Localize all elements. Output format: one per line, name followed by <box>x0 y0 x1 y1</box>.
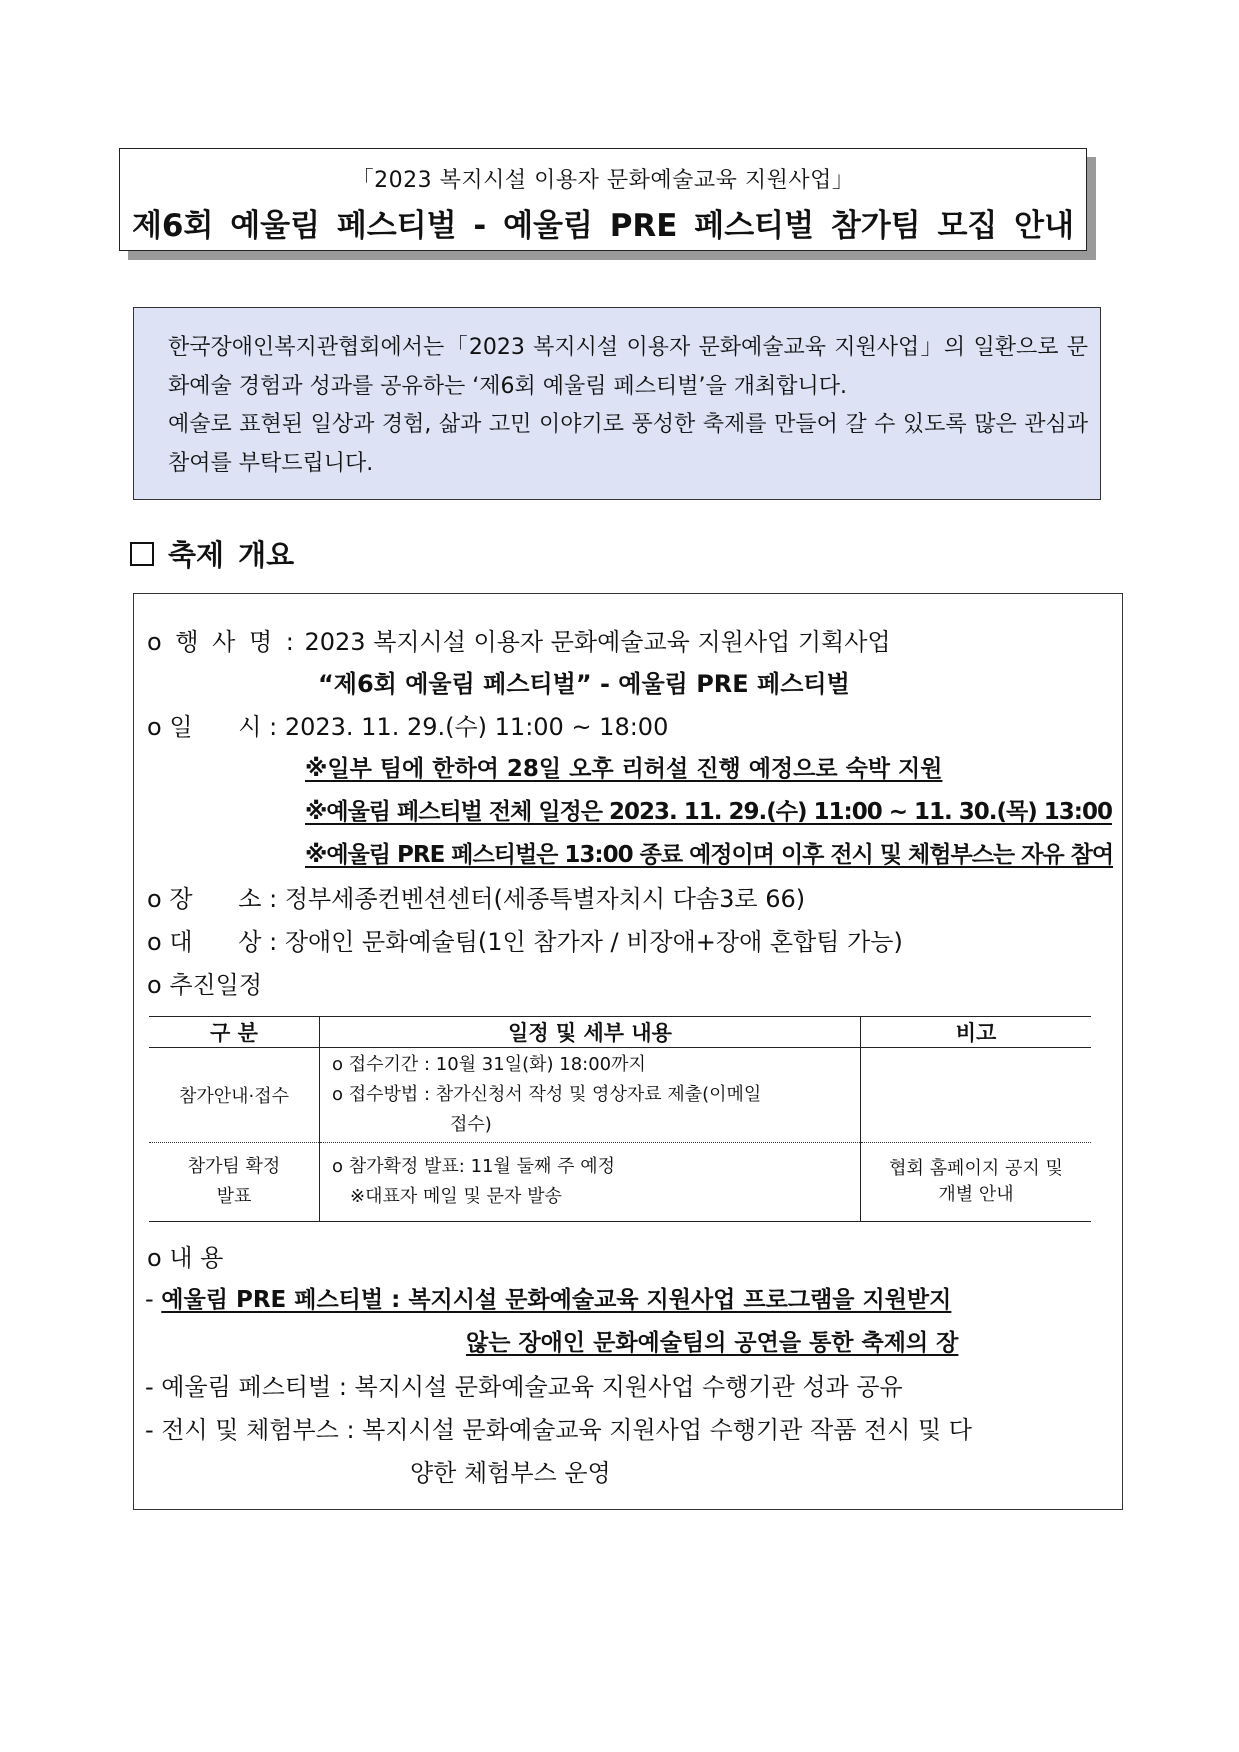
section-heading <box>130 533 294 574</box>
row2-category-line-2: 발표 <box>216 1186 252 1207</box>
content-item-1-text: 예울림 PRE 페스티벌 : 복지시설 문화예술교육 지원사업 프로그램을 지원받지 <box>161 1287 952 1313</box>
note-full-schedule: ※예울림 페스티벌 전체 일정은 2023. 11. 29.(수) 11:00 ~ 11. 30.(목) 13:00 <box>305 799 1112 825</box>
event-name-value: 2023 복지시설 이용자 문화예술교육 지원사업 기획사업 <box>304 628 891 656</box>
venue-value: 정부세종컨벤션센터(세종특별자치시 다솜3로 66) <box>284 885 806 913</box>
table-row <box>149 1143 1091 1222</box>
content-item-3-continued: 양한 체험부스 운영 <box>410 1459 611 1487</box>
checkbox-square-icon <box>130 542 154 566</box>
event-name-label: o 행 사 명 : <box>147 628 297 656</box>
target-row <box>147 922 903 957</box>
row1-line-2: o 접수방법 : 참가신청서 작성 및 영상자료 제출(이메일 <box>332 1084 762 1105</box>
note-rehearsal: ※일부 팀에 한하여 28일 오후 리허설 진행 예정으로 숙박 지원 <box>305 756 943 782</box>
intro-paragraph-2: 예술로 표현된 일상과 경험, 삶과 고민 이야기로 풍성한 축제를 만들어 갈 수 있도록 많은 관심과 참여를 부탁드립니다. <box>168 412 1088 476</box>
content-item-1 <box>145 1281 951 1314</box>
row2-remark <box>861 1143 1092 1222</box>
content-item-3: - 전시 및 체험부스 : 복지시설 문화예술교육 지원사업 수행기관 작품 전시 및 다 <box>145 1416 972 1444</box>
note-pre-festival: ※예울림 PRE 페스티벌은 13:00 종료 예정이며 이후 전시 및 체험부스는 자유 참여 <box>305 842 1114 868</box>
row1-line-1: o 접수기간 : 10월 31일(화) 18:00까지 <box>332 1054 646 1075</box>
row2-remark-line-1: 협회 홈페이지 공지 및 <box>889 1158 1063 1179</box>
title-subtitle: 「2023 복지시설 이용자 문화예술교육 지원사업」 <box>351 168 855 193</box>
header-category: 구 분 <box>149 1017 320 1048</box>
row2-remark-line-2: 개별 안내 <box>938 1184 1014 1205</box>
venue-label: o 장 소 : <box>147 885 278 913</box>
content-label: o 내 용 <box>147 1244 224 1272</box>
schedule-label: o 추진일정 <box>147 971 263 999</box>
row2-category <box>149 1143 320 1222</box>
target-value: 장애인 문화예술팀(1인 참가자 / 비장애+장애 혼합팀 가능) <box>284 928 903 956</box>
content-item-1-prefix: - <box>145 1285 162 1313</box>
header-details: 일정 및 세부 내용 <box>320 1017 861 1048</box>
venue-row <box>147 879 805 914</box>
date-row <box>147 707 668 742</box>
row1-remark <box>861 1048 1092 1143</box>
intro-paragraph-1: 한국장애인복지관협회에서는「2023 복지시설 이용자 문화예술교육 지원사업」의 일환으로 문화예술 경험과 성과를 공유하는 ‘제6회 예울림 페스티벌’을 개최합니다. <box>168 335 1088 399</box>
table-row <box>149 1048 1091 1143</box>
target-label: o 대 상 : <box>147 928 278 956</box>
schedule-header-row <box>149 1017 1091 1048</box>
row1-category: 참가안내·접수 <box>149 1048 320 1143</box>
section-heading-text: 축제 개요 <box>168 538 295 572</box>
row2-line-2: ※대표자 메일 및 문자 발송 <box>350 1186 562 1207</box>
row1-line-3: 접수) <box>450 1114 492 1135</box>
content-item-2: - 예울림 페스티벌 : 복지시설 문화예술교육 지원사업 수행기관 성과 공유 <box>145 1373 903 1401</box>
schedule-table <box>149 1016 1091 1222</box>
row2-details <box>320 1143 861 1222</box>
row2-line-1: o 참가확정 발표: 11월 둘째 주 예정 <box>332 1156 615 1177</box>
intro-box <box>133 307 1101 500</box>
event-name-row <box>147 622 891 657</box>
row2-category-line-1: 참가팀 확정 <box>187 1156 281 1177</box>
date-value: 2023. 11. 29.(수) 11:00 ~ 18:00 <box>284 713 669 741</box>
content-item-1-continued: 않는 장애인 문화예술팀의 공연을 통한 축제의 장 <box>466 1330 959 1356</box>
page-title: 제6회 예울림 페스티벌 - 예울림 PRE 페스티벌 참가팀 모집 안내 <box>131 208 1075 244</box>
date-label: o 일 시 : <box>147 713 278 741</box>
header-remark: 비고 <box>861 1017 1092 1048</box>
row1-details <box>320 1048 861 1143</box>
title-box <box>119 148 1087 251</box>
event-name-value-2: “제6회 예울림 페스티벌” - 예울림 PRE 페스티벌 <box>318 670 850 698</box>
